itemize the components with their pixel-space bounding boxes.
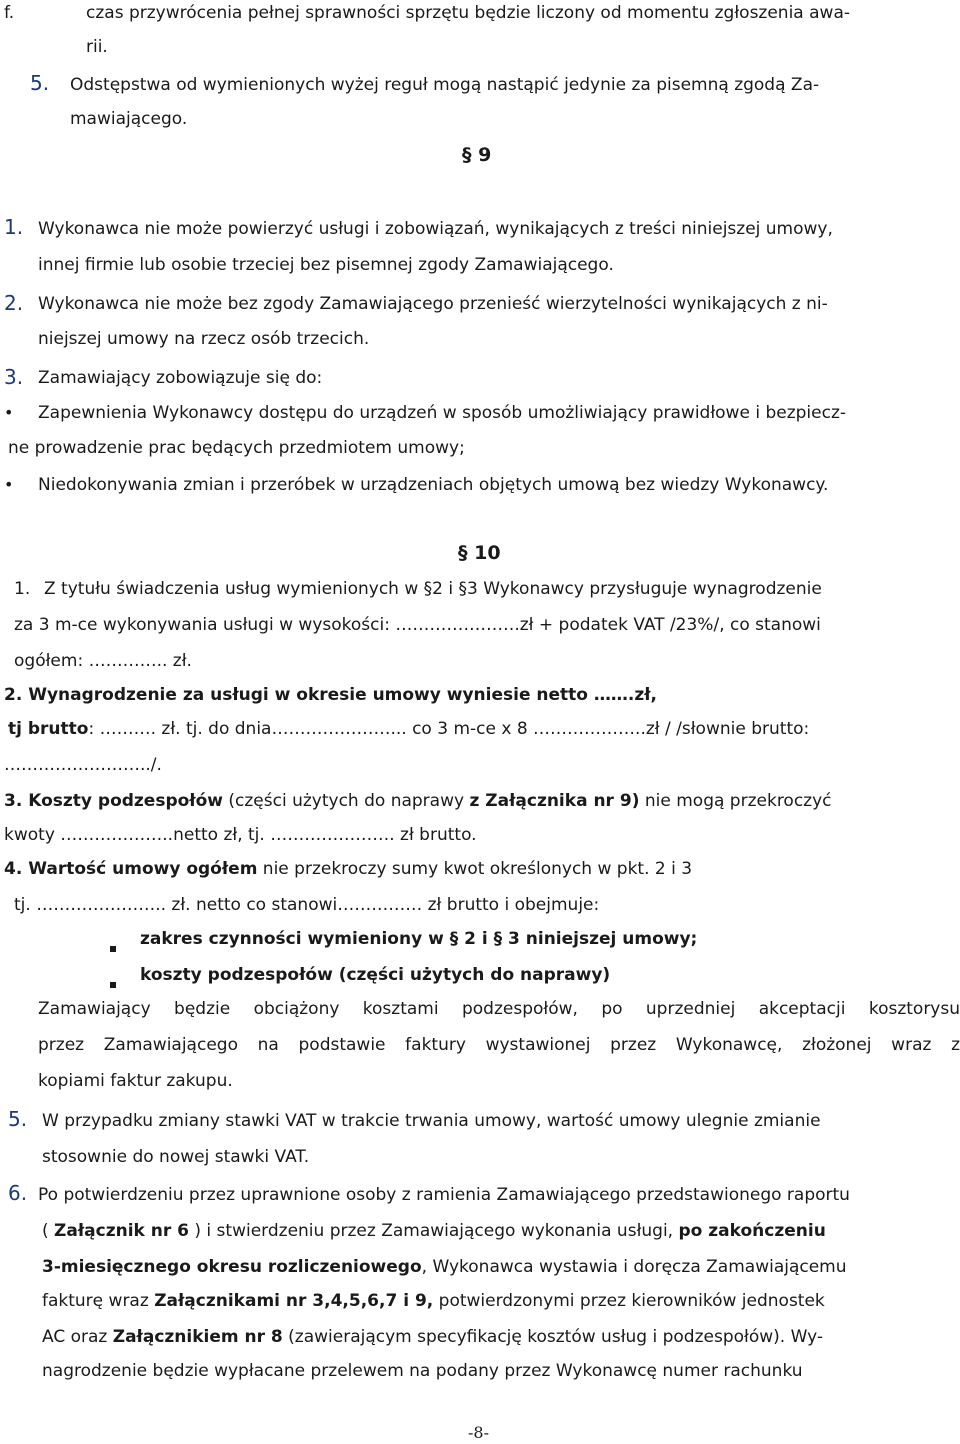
bullet-icon: • [4, 475, 14, 494]
page-number: -8- [468, 1423, 489, 1442]
s10-p2-line3: ……………………../. [4, 755, 162, 775]
s9-p3-bullet2: Niedokonywania zmian i przeróbek w urządzeniach objętych umową bez wiedzy Wykonawcy. [38, 475, 829, 495]
s10-p6-line5: AC oraz Załącznikiem nr 8 (zawierającym specyfikację kosztów usług i podzespołów). Wy- [42, 1327, 824, 1347]
s10-p1-num: 1. [14, 579, 31, 599]
s10-p3-line2: kwoty ………………..netto zł, tj. …………………. zł brutto. [4, 825, 477, 845]
s10-p4-par-line3: kopiami faktur zakupu. [38, 1071, 233, 1091]
s10-p6-line4: fakturę wraz Załącznikami nr 3,4,5,6,7 i 9, potwierdzonymi przez kierowników jednostek [42, 1291, 825, 1311]
s10-p1-line1: Z tytułu świadczenia usług wymienionych w §2 i §3 Wykonawcy przysługuje wynagrodzenie [44, 579, 822, 599]
s10-p6-line6: nagrodzenie będzie wypłacane przelewem na podany przez Wykonawcę numer rachunku [42, 1361, 803, 1381]
item-f-letter: f. [4, 3, 15, 23]
s9-p1-line1: Wykonawca nie może powierzyć usługi i zobowiązań, wynikających z treści niniejszej umowy, [38, 219, 833, 239]
s10-p6-num: 6. [8, 1181, 28, 1205]
s10-p2-line2: tj brutto: ………. zł. tj. do dnia…………………... co 3 m-ce x 8 ………………..zł / /słownie brutto: [8, 719, 810, 739]
s9-p3-line1: Zamawiający zobowiązuje się do: [38, 368, 323, 388]
prev-item5-line2: mawiającego. [70, 109, 188, 129]
square-bullet-icon [110, 972, 116, 994]
s10-p5-num: 5. [8, 1107, 28, 1131]
square-bullet-icon [110, 936, 116, 958]
s9-p1-line2: innej firmie lub osobie trzeciej bez pisemnej zgody Zamawiającego. [38, 255, 614, 275]
s10-p5-line2: stosownie do nowej stawki VAT. [42, 1147, 310, 1167]
prev-item5-line1: Odstępstwa od wymienionych wyżej reguł mogą nastąpić jedynie za pisemną zgodą Za- [70, 75, 820, 95]
s10-p1-line3: ogółem: ………….. zł. [14, 651, 192, 671]
s9-p1-num: 1. [4, 215, 24, 239]
s10-p6-line3: 3-miesięcznego okresu rozliczeniowego, Wykonawca wystawia i doręcza Zamawiającemu [42, 1257, 847, 1277]
s10-p4-par-line2: przez Zamawiającego na podstawie faktury wystawionej przez Wykonawcę, złożonej wraz z [38, 1035, 960, 1055]
section-9-heading: § 9 [462, 144, 492, 166]
section-10-heading: § 10 [458, 542, 501, 564]
s10-p3-line1: 3. Koszty podzespołów (części użytych do naprawy z Załącznika nr 9) nie mogą przekroczyć [4, 791, 832, 811]
s10-p6-line2: ( Załącznik nr 6 ) i stwierdzeniu przez Zamawiającego wykonania usługi, po zakończeniu [42, 1221, 826, 1241]
s9-p2-line2: niejszej umowy na rzecz osób trzecich. [38, 329, 370, 349]
bullet-icon: • [4, 403, 14, 422]
s10-p4-sub2: koszty podzespołów (części użytych do naprawy) [140, 965, 611, 985]
s10-p2-line1: 2. Wynagrodzenie za usługi w okresie umowy wyniesie netto …….zł, [4, 685, 658, 705]
s10-p4-sub1: zakres czynności wymieniony w § 2 i § 3 niniejszej umowy; [140, 929, 698, 949]
item-f-line1: czas przywrócenia pełnej sprawności sprzętu będzie liczony od momentu zgłoszenia awa- [86, 3, 851, 23]
s9-p3-bullet1-line1: Zapewnienia Wykonawcy dostępu do urządzeń w sposób umożliwiający prawidłowe i bezpiecz- [38, 403, 847, 423]
prev-item5-num: 5. [30, 71, 50, 95]
s10-p4-line1: 4. Wartość umowy ogółem nie przekroczy sumy kwot określonych w pkt. 2 i 3 [4, 859, 693, 879]
item-f-line2: rii. [86, 37, 108, 57]
s10-p4-par-line1: Zamawiający będzie obciążony kosztami podzespołów, po uprzedniej akceptacji kosztorysu [38, 999, 960, 1019]
s9-p3-bullet1-line2: ne prowadzenie prac będących przedmiotem umowy; [8, 438, 465, 458]
s10-p6-line1: Po potwierdzeniu przez uprawnione osoby z ramienia Zamawiającego przedstawionego raportu [38, 1185, 850, 1205]
s9-p2-line1: Wykonawca nie może bez zgody Zamawiającego przenieść wierzytelności wynikających z ni- [38, 294, 828, 314]
s9-p3-num: 3. [4, 365, 24, 389]
s10-p4-line2: tj. ………………….. zł. netto co stanowi…………… zł brutto i obejmuje: [14, 895, 600, 915]
s10-p5-line1: W przypadku zmiany stawki VAT w trakcie trwania umowy, wartość umowy ulegnie zmianie [42, 1111, 821, 1131]
s10-p1-line2: za 3 m-ce wykonywania usługi w wysokości: ………………….zł + podatek VAT /23%/, co stanowi [14, 615, 821, 635]
s9-p2-num: 2. [4, 291, 24, 315]
